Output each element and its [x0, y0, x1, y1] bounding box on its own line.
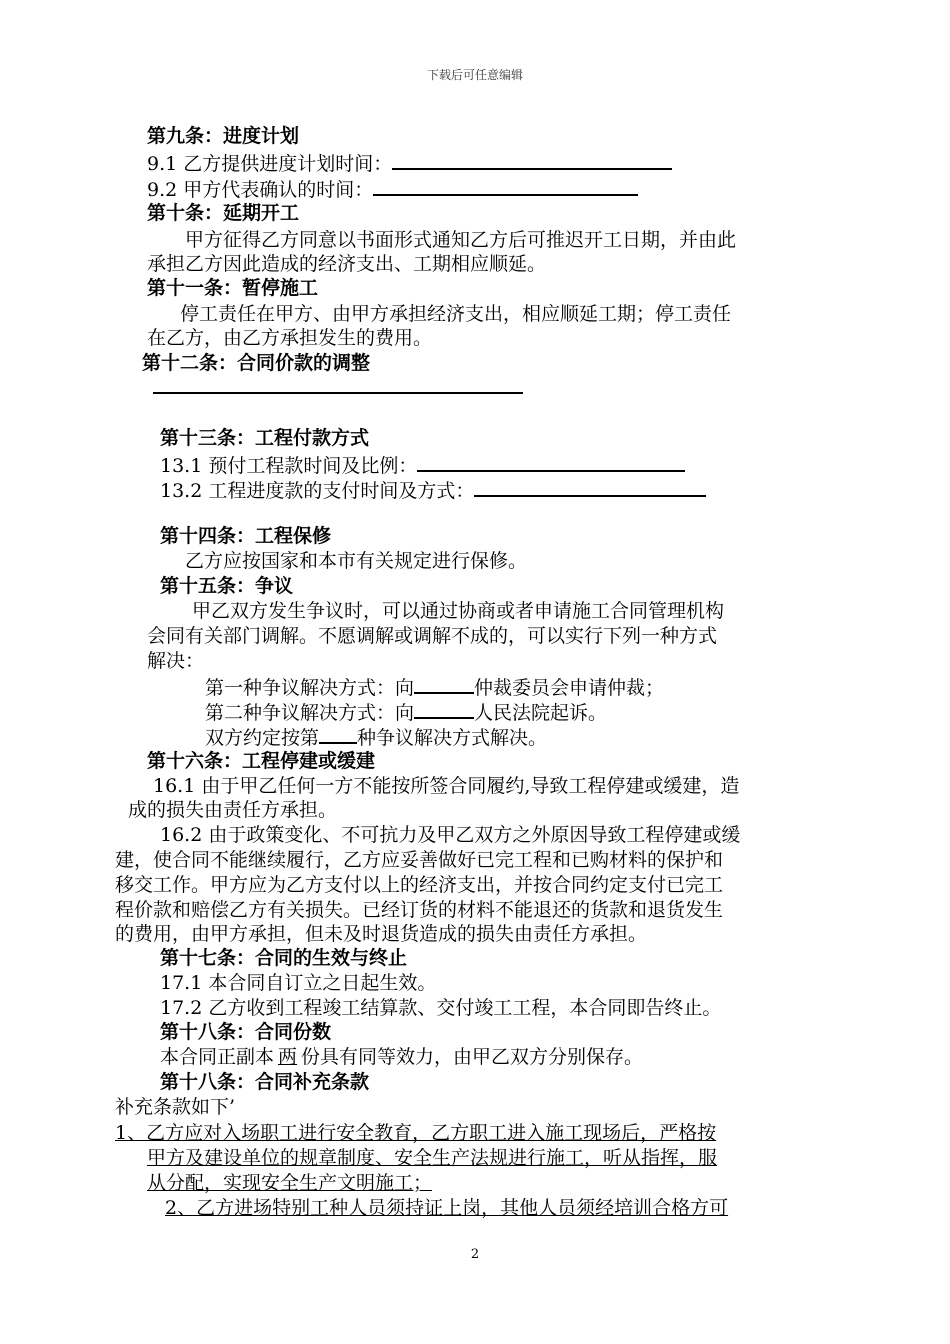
article-9-line-1 [147, 150, 672, 176]
confirm-time-blank[interactable] [373, 176, 638, 196]
article-17-line-2: 17.2 乙方收到工程竣工结算款、交付竣工工程，本合同即告终止。 [160, 997, 722, 1019]
article-18-title: 第十八条：合同份数 [160, 1021, 332, 1043]
dispute-option-1 [205, 674, 664, 700]
copies-prefix: 本合同正副本 [160, 1046, 275, 1068]
article-13-title: 第十三条：工程付款方式 [160, 427, 370, 449]
article-13-line-1 [160, 452, 685, 478]
article-10-title: 第十条：延期开工 [147, 202, 300, 224]
article-17-line-1: 17.1 本合同自订立之日起生效。 [160, 972, 437, 994]
progress-pay-label: 13.2 工程进度款的支付时间及方式： [160, 480, 475, 502]
option-2-suffix: 人民法院起诉。 [474, 702, 608, 724]
article-13-line-2 [160, 477, 706, 503]
page-header: 下载后可任意编辑 [426, 68, 523, 82]
prepay-label: 13.1 预付工程款时间及比例： [160, 455, 418, 477]
article-17-title: 第十七条：合同的生效与终止 [160, 947, 408, 969]
prepay-blank[interactable] [417, 452, 685, 472]
article-15-para-3: 解决： [147, 650, 205, 672]
article-15-para-1: 甲乙双方发生争议时，可以通过协商或者申请施工合同管理机构 [192, 600, 725, 622]
article-18-para [160, 1045, 643, 1069]
article-11-para-1: 停工责任在甲方、由甲方承担经济支出，相应顺延工期；停工责任 [180, 303, 732, 325]
confirm-time-label: 9.2 甲方代表确认的时间： [147, 179, 374, 201]
article-11-para-2: 在乙方，由乙方承担发生的费用。 [147, 327, 433, 349]
article-16-para-1: 16.1 由于甲乙任何一方不能按所签合同履约,导致工程停建或缓建，造 [153, 775, 740, 797]
article-16-para-7: 的费用，由甲方承担，但未及时退货造成的损失由责任方承担。 [115, 923, 648, 945]
progress-pay-blank[interactable] [474, 477, 706, 497]
copies-count[interactable]: 两 [278, 1046, 298, 1068]
article-15-para-2: 会同有关部门调解。不愿调解或调解不成的，可以实行下列一种方式 [147, 625, 718, 647]
article-16-para-6: 程价款和赔偿乙方有关损失。已经订货的材料不能退还的货款和退货发生 [115, 899, 724, 921]
article-16-para-5: 移交工作。甲方应为乙方支付以上的经济支出，并按合同约定支付已完工 [115, 874, 724, 896]
article-9-line-2 [147, 176, 638, 202]
supplement-clause-1-line-1: 1、乙方应对入场职工进行安全教育，乙方职工进入施工现场后，严格按 [115, 1122, 717, 1144]
article-16-para-3: 16.2 由于政策变化、不可抗力及甲乙双方之外原因导致工程停建或缓 [160, 824, 741, 846]
choice-blank[interactable] [319, 724, 357, 744]
dispute-option-2 [205, 699, 607, 725]
article-16-title: 第十六条：工程停建或缓建 [147, 750, 376, 772]
option-1-prefix: 第一种争议解决方式：向 [205, 677, 415, 699]
copies-suffix: 份具有同等效力，由甲乙双方分别保存。 [301, 1046, 644, 1068]
article-10-para-1: 甲方征得乙方同意以书面形式通知乙方后可推迟开工日期，并由此 [185, 229, 737, 251]
supplement-clause-1-line-3: 从分配，实现安全生产文明施工； [147, 1172, 433, 1194]
article-14-para-1: 乙方应按国家和本市有关规定进行保修。 [185, 550, 528, 572]
supplement-clause-2-line-1: 2、乙方进场特别工种人员须持证上岗，其他人员须经培训合格方可 [165, 1197, 729, 1219]
page-number: 2 [470, 1247, 480, 1262]
option-2-prefix: 第二种争议解决方式：向 [205, 702, 415, 724]
article-9-title: 第九条：进度计划 [147, 125, 300, 147]
option-1-suffix: 仲裁委员会申请仲裁； [474, 677, 665, 699]
article-16-para-4: 建，使合同不能继续履行，乙方应妥善做好已完工程和已购材料的保护和 [115, 849, 724, 871]
supplement-clause-1-line-2: 甲方及建设单位的规章制度、安全生产法规进行施工，听从指挥，服 [147, 1147, 718, 1169]
supplement-intro: 补充条款如下’ [115, 1096, 236, 1118]
schedule-submit-label: 9.1 乙方提供进度计划时间： [147, 153, 393, 175]
dispute-choice [205, 724, 547, 750]
choice-prefix: 双方约定按第 [205, 727, 320, 749]
article-10-para-2: 承担乙方因此造成的经济支出、工期相应顺延。 [147, 253, 547, 275]
choice-suffix: 种争议解决方式解决。 [357, 727, 548, 749]
article-15-title: 第十五条：争议 [160, 575, 294, 597]
article-16-para-2: 成的损失由责任方承担。 [128, 799, 338, 821]
arbitration-body-blank[interactable] [414, 674, 474, 694]
price-adjust-blank[interactable] [153, 392, 523, 394]
article-14-title: 第十四条：工程保修 [160, 525, 332, 547]
schedule-submit-blank[interactable] [392, 150, 672, 170]
court-blank[interactable] [414, 699, 474, 719]
article-12-title: 第十二条：合同价款的调整 [142, 352, 371, 374]
article-18-supplement-title: 第十八条：合同补充条款 [160, 1071, 370, 1093]
article-11-title: 第十一条：暂停施工 [147, 277, 319, 299]
